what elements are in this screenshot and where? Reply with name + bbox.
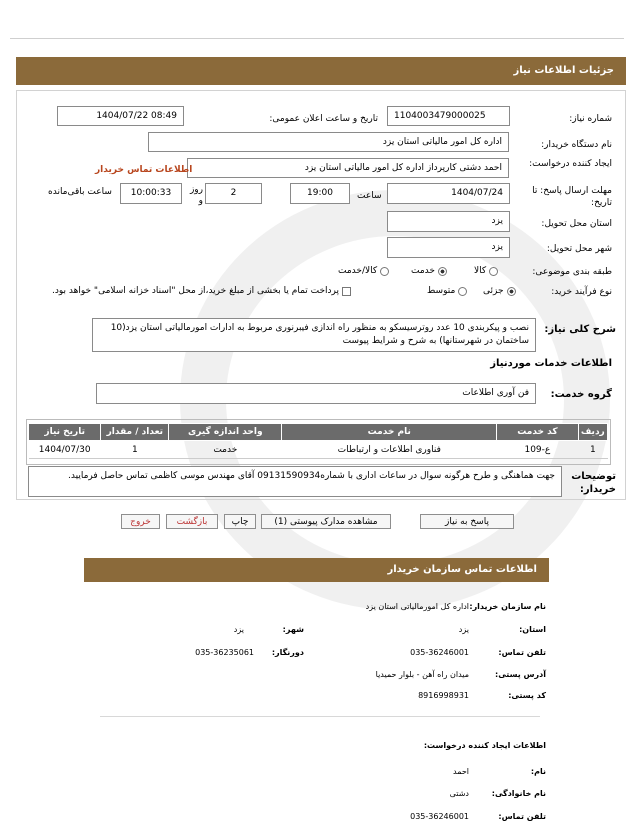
province-info-label: استان: <box>519 625 546 634</box>
col-service-name: نام خدمت <box>282 424 497 441</box>
creator-label: ایجاد کننده درخواست: <box>529 159 612 169</box>
cell-service-code: ع-109 <box>497 441 578 459</box>
creator-name-value: احمد <box>453 767 469 776</box>
phone-value: 035-36246001 <box>410 648 469 657</box>
checkbox-icon[interactable] <box>342 287 351 296</box>
service-group-field: فن آوری اطلاعات <box>96 383 536 404</box>
service-group-label: گروه خدمت: <box>550 389 612 400</box>
process-option-medium[interactable]: متوسط <box>427 286 467 296</box>
category-option-service[interactable]: خدمت <box>411 266 447 276</box>
org-label: نام سازمان خریدار: <box>469 602 546 611</box>
col-need-date: تاریخ نیاز <box>29 424 101 441</box>
remaining-label: ساعت باقی‌مانده <box>48 187 112 197</box>
announce-label: تاریخ و ساعت اعلان عمومی: <box>269 114 378 124</box>
org-value: اداره کل امورمالیاتی استان یزد <box>365 602 469 611</box>
buyer-notes-field: جهت هماهنگی و طرح هرگونه سوال در ساعات اداری با شماره09131590934 آقای مهندس موسی کاظمی تماس حاصل فرمایید. <box>28 466 562 497</box>
city-field: یزد <box>387 237 510 258</box>
creator-name-label: نام: <box>530 767 546 776</box>
province-label: استان محل تحویل: <box>541 219 612 229</box>
col-unit: واحد اندازه گیری <box>169 424 282 441</box>
process-option-minor[interactable]: جزئی <box>483 286 516 296</box>
province-info-value: یزد <box>458 625 469 634</box>
need-number-label: شماره نیاز: <box>569 114 612 124</box>
services-title: اطلاعات خدمات موردنیاز <box>490 358 612 369</box>
radio-selected-icon[interactable] <box>507 287 516 296</box>
radio-icon[interactable] <box>380 267 389 276</box>
deadline-time-field: 19:00 <box>290 183 350 204</box>
deadline-label: مهلت ارسال پاسخ: تا تاریخ: <box>532 186 612 208</box>
creator-phone-label: تلفن تماس: <box>498 812 546 821</box>
summary-label: شرح کلی نیاز: <box>544 324 616 335</box>
radio-icon[interactable] <box>489 267 498 276</box>
back-button[interactable]: بازگشت <box>166 514 218 529</box>
process-label: نوع فرآیند خرید: <box>551 287 612 297</box>
contact-panel <box>84 582 549 833</box>
radio-selected-icon[interactable] <box>438 267 447 276</box>
remaining-time-field: 10:00:33 <box>120 183 182 204</box>
category-label: طبقه بندی موضوعی: <box>532 267 612 277</box>
creator-family-label: نام خانوادگی: <box>491 789 546 798</box>
contact-header: اطلاعات تماس سازمان خریدار <box>84 558 549 582</box>
creator-family-value: دشتی <box>449 789 469 798</box>
city-label: شهر محل تحویل: <box>546 244 612 254</box>
address-label: آدرس پستی: <box>495 670 546 679</box>
col-quantity: تعداد / مقدار <box>101 424 169 441</box>
table-header-row <box>29 424 608 441</box>
view-attachments-button[interactable]: مشاهده مدارک پیوستی (1) <box>261 514 391 529</box>
reply-button[interactable]: پاسخ به نیاز <box>420 514 514 529</box>
province-field: یزد <box>387 211 510 232</box>
deadline-date-field: 1404/07/24 <box>387 183 510 204</box>
radio-icon[interactable] <box>458 287 467 296</box>
cell-unit: خدمت <box>169 441 282 459</box>
table-row <box>29 441 608 459</box>
contact-divider <box>100 716 540 717</box>
time-label: ساعت <box>357 191 382 201</box>
buyer-label: نام دستگاه خریدار: <box>541 140 612 150</box>
creator-section-title: اطلاعات ایجاد کننده درخواست: <box>423 741 546 750</box>
buyer-notes-label: توضیحات خریدار: <box>571 471 616 495</box>
summary-field: نصب و پیکربندی 10 عدد روترسیسکو به منظور راه اندازی فیبرنوری مربوط به ادارات امورمالیاتی استان یزد(10 ساختمان در شهرستانها) به شرح و شرایط پیوست <box>92 318 536 352</box>
col-service-code: کد خدمت <box>497 424 578 441</box>
days-label: روز و <box>189 185 203 206</box>
need-number-field: 1104003479000025 <box>387 106 510 126</box>
phone-label: تلفن تماس: <box>498 648 546 657</box>
treasury-payment-option[interactable]: پرداخت تمام یا بخشی از مبلغ خرید،از محل "اسناد خزانه اسلامی" خواهد بود. <box>52 286 351 296</box>
cell-quantity: 1 <box>101 441 169 459</box>
fax-label: دورنگار: <box>271 648 304 657</box>
print-button[interactable]: چاپ <box>224 514 256 529</box>
category-option-goods-service[interactable]: کالا/خدمت <box>338 266 389 276</box>
top-divider <box>10 38 624 39</box>
items-table <box>28 423 608 459</box>
creator-field: احمد دشتی کارپرداز اداره کل امور مالیاتی استان یزد <box>187 158 509 178</box>
postal-code-label: کد پستی: <box>508 691 546 700</box>
col-row: ردیف <box>578 424 607 441</box>
page-header: جزئیات اطلاعات نیاز <box>16 57 626 85</box>
category-option-goods[interactable]: کالا <box>474 266 498 276</box>
days-field: 2 <box>205 183 262 204</box>
address-value: میدان راه آهن - بلوار حمیدیا <box>375 670 469 679</box>
postal-code-value: 8916998931 <box>418 691 469 700</box>
announce-field: 1404/07/22 08:49 <box>57 106 184 126</box>
creator-phone-value: 035-36246001 <box>410 812 469 821</box>
exit-button[interactable]: خروج <box>121 514 160 529</box>
city-info-value: یزد <box>233 625 244 634</box>
contact-info-link[interactable]: اطلاعات تماس خریدار <box>95 165 193 175</box>
cell-service-name: فناوری اطلاعات و ارتباطات <box>282 441 497 459</box>
buyer-field: اداره کل امور مالیاتی استان یزد <box>148 132 509 152</box>
city-info-label: شهر: <box>282 625 304 634</box>
fax-value: 035-36235061 <box>195 648 254 657</box>
cell-row: 1 <box>578 441 607 459</box>
cell-need-date: 1404/07/30 <box>29 441 101 459</box>
